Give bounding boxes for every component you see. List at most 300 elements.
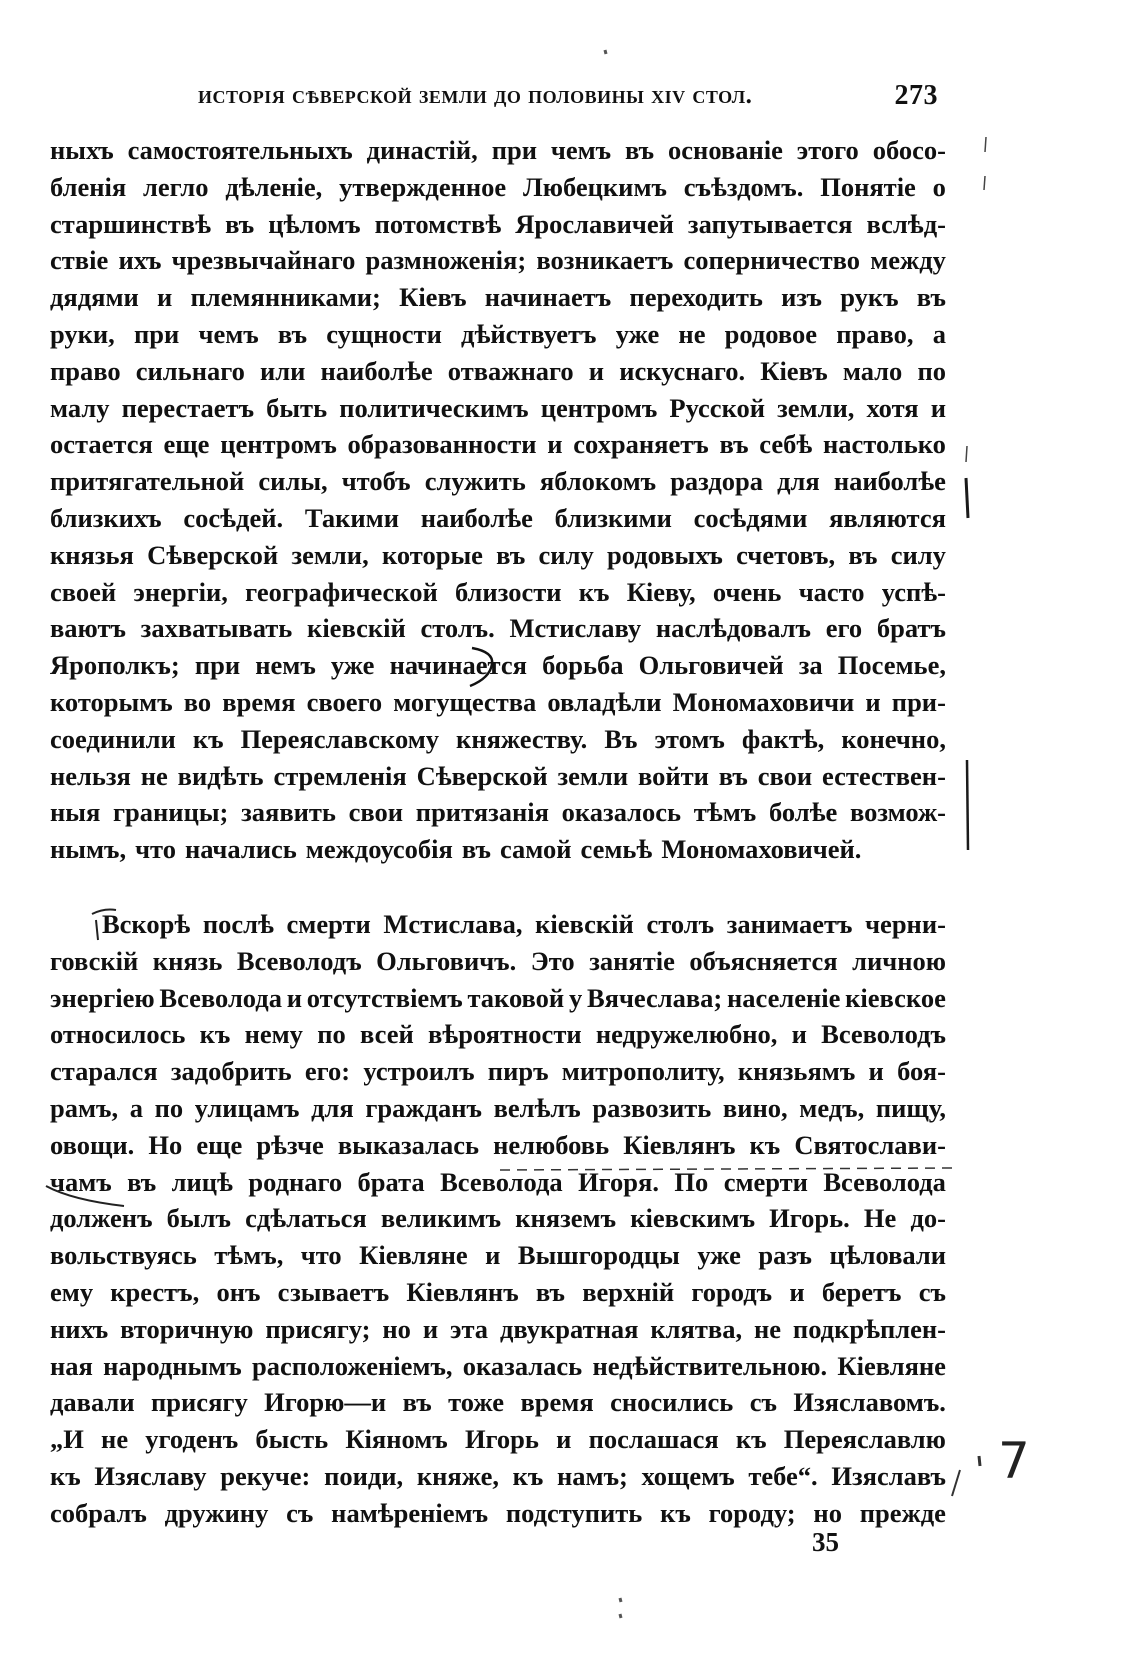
word: при bbox=[194, 650, 241, 681]
word: велѣлъ bbox=[493, 1092, 581, 1123]
word: начались bbox=[184, 834, 297, 865]
word: беретъ bbox=[821, 1276, 902, 1307]
word: Ярополкъ; bbox=[50, 650, 180, 681]
word: княземъ bbox=[515, 1203, 617, 1234]
word: роднаго bbox=[248, 1166, 343, 1197]
word: являются bbox=[829, 502, 946, 533]
word: черни- bbox=[865, 909, 946, 939]
word: потомствѣ bbox=[374, 208, 502, 239]
word: къ bbox=[50, 1460, 81, 1491]
word: вслѣд- bbox=[866, 208, 946, 239]
word: ваютъ bbox=[50, 613, 126, 644]
word: сосѣдей. bbox=[183, 502, 284, 533]
word: конечно, bbox=[841, 723, 946, 754]
word: родовое bbox=[724, 318, 818, 349]
word: съ bbox=[286, 1497, 314, 1528]
word: для bbox=[311, 1092, 354, 1123]
word: видѣть bbox=[177, 760, 264, 791]
word: и bbox=[789, 1276, 805, 1307]
word: отсутствіемъ bbox=[306, 982, 463, 1013]
word: и bbox=[547, 429, 563, 460]
word: Русской bbox=[669, 392, 766, 423]
word: старшинствѣ bbox=[50, 208, 211, 239]
word: при bbox=[491, 135, 537, 165]
text-line bbox=[50, 463, 946, 500]
word: къ bbox=[660, 1497, 691, 1528]
word: близости bbox=[454, 576, 562, 607]
word: князь bbox=[152, 945, 223, 976]
word: Всеволодъ bbox=[821, 1019, 946, 1050]
word: а bbox=[932, 318, 946, 349]
text-line bbox=[50, 390, 946, 427]
word: возникаетъ bbox=[536, 245, 674, 276]
word: Кіевляне bbox=[837, 1350, 946, 1381]
word: Посемье, bbox=[837, 650, 946, 681]
word: крестъ, bbox=[110, 1276, 200, 1307]
word: развозить bbox=[592, 1092, 712, 1123]
word: образованности bbox=[347, 429, 537, 460]
word: въ bbox=[496, 539, 526, 570]
word: сносились bbox=[610, 1387, 734, 1418]
word: служить bbox=[424, 466, 526, 497]
word: земли bbox=[557, 760, 629, 791]
word: вѣроятности bbox=[427, 1019, 582, 1050]
word: столъ. bbox=[420, 613, 495, 644]
word: центромъ bbox=[220, 429, 337, 460]
text-line bbox=[50, 758, 946, 795]
word: говскій bbox=[50, 945, 139, 976]
word: кіевскимъ bbox=[630, 1203, 756, 1234]
word: чемъ bbox=[550, 135, 612, 165]
word: рѣзче bbox=[256, 1129, 324, 1160]
word: притягательной bbox=[50, 466, 245, 497]
word: давали bbox=[50, 1387, 135, 1418]
word: Кіевлянъ bbox=[623, 1129, 736, 1160]
word: личною bbox=[852, 945, 946, 976]
word: и bbox=[157, 282, 173, 313]
word: съ bbox=[749, 1387, 777, 1418]
word: Кіевлянъ bbox=[406, 1276, 519, 1307]
word: Кіевъ bbox=[760, 355, 828, 386]
word: центромъ bbox=[540, 392, 658, 423]
word: къ bbox=[735, 1424, 767, 1455]
word: уже bbox=[330, 650, 375, 681]
word: къ bbox=[749, 1129, 781, 1160]
text-line bbox=[50, 794, 946, 831]
text-line bbox=[50, 1090, 946, 1127]
word: объясняется bbox=[689, 945, 838, 976]
word: искуснаго. bbox=[619, 355, 746, 386]
word: и bbox=[791, 1019, 807, 1050]
word: городъ bbox=[691, 1276, 773, 1307]
word: соперничество bbox=[683, 245, 861, 276]
word: вино, bbox=[722, 1092, 788, 1123]
word: недѣйствительною. bbox=[592, 1350, 828, 1381]
word: стремленія bbox=[273, 760, 407, 791]
signature-mark: 35 bbox=[812, 1527, 839, 1557]
word: и bbox=[868, 1056, 884, 1087]
word: митрополиту, bbox=[561, 1056, 725, 1087]
word: ихъ bbox=[118, 245, 162, 276]
word: свои bbox=[348, 797, 404, 828]
word: въ bbox=[718, 760, 748, 791]
word: тѣмъ bbox=[693, 797, 757, 828]
word: которые bbox=[381, 539, 483, 570]
word: легло bbox=[143, 171, 209, 202]
word: родовыхъ bbox=[606, 539, 723, 570]
word: земли, bbox=[777, 392, 855, 423]
word: соединили bbox=[50, 723, 176, 754]
margin-tick bbox=[952, 1470, 960, 1496]
margin-tick bbox=[984, 176, 985, 190]
word: князьямъ bbox=[737, 1056, 856, 1087]
word: между bbox=[870, 245, 946, 276]
word: право bbox=[50, 355, 121, 386]
word: часто bbox=[798, 576, 865, 607]
word: силу bbox=[538, 539, 594, 570]
word: нему bbox=[244, 1019, 303, 1050]
word: остается bbox=[50, 429, 153, 460]
running-header-title: исторія сѣверской земли до половины xiv стол. bbox=[198, 82, 753, 109]
word: его bbox=[825, 613, 863, 644]
word: границы; bbox=[113, 797, 229, 828]
word: верхній bbox=[582, 1276, 675, 1307]
word: своего bbox=[306, 686, 383, 717]
word: братъ bbox=[876, 613, 946, 644]
word: въ bbox=[461, 834, 491, 865]
word: и bbox=[485, 1240, 501, 1271]
word: еще bbox=[196, 1129, 243, 1160]
word: и bbox=[422, 1313, 439, 1344]
word: наиболѣе bbox=[833, 466, 946, 497]
text-line bbox=[50, 943, 946, 980]
word: къ bbox=[192, 723, 224, 754]
word: въ bbox=[225, 208, 255, 239]
word: По bbox=[674, 1166, 709, 1197]
word: въ bbox=[277, 318, 308, 349]
word: Не bbox=[863, 1203, 897, 1234]
word: размноженія; bbox=[365, 245, 527, 276]
word: при- bbox=[891, 686, 946, 717]
word: въ bbox=[848, 539, 878, 570]
word: Понятіе bbox=[820, 171, 916, 202]
word: или bbox=[259, 355, 306, 386]
word: князья bbox=[50, 539, 134, 570]
word: Кіевъ bbox=[399, 282, 467, 313]
word: его: bbox=[304, 1056, 351, 1087]
word: этого bbox=[796, 135, 859, 165]
word: и bbox=[588, 355, 605, 386]
word: племянниками; bbox=[190, 282, 381, 313]
word: энергіею bbox=[50, 982, 155, 1013]
word: сзываетъ bbox=[277, 1276, 390, 1307]
word: Вячеслава; bbox=[586, 982, 723, 1013]
margin-line bbox=[967, 760, 968, 850]
word: боя- bbox=[897, 1056, 946, 1087]
word: ная bbox=[50, 1350, 93, 1381]
word: наиболѣе bbox=[420, 502, 533, 533]
word: городу; bbox=[708, 1497, 796, 1528]
text-line-last bbox=[50, 831, 946, 868]
word: хощемъ bbox=[641, 1460, 735, 1491]
word: хотя bbox=[866, 392, 919, 423]
text-line bbox=[50, 316, 946, 353]
word: болѣе bbox=[768, 797, 838, 828]
word: близкими bbox=[554, 502, 672, 533]
word: вольствуясь bbox=[50, 1240, 197, 1271]
word: быть bbox=[266, 392, 328, 423]
word: Сѣверской bbox=[416, 760, 548, 791]
word: Святослави- bbox=[794, 1129, 946, 1160]
word: сохраняетъ bbox=[573, 429, 709, 460]
word: своей bbox=[50, 576, 117, 607]
word: онъ bbox=[216, 1276, 261, 1307]
word: великимъ bbox=[380, 1203, 502, 1234]
word: былъ bbox=[166, 1203, 231, 1234]
paragraph-1 bbox=[50, 132, 946, 868]
word: утвержденное bbox=[339, 171, 507, 202]
word: Это bbox=[530, 945, 575, 976]
word: но bbox=[382, 1313, 411, 1344]
word: сдѣлаться bbox=[245, 1203, 367, 1234]
word: естествен- bbox=[822, 760, 946, 791]
word: дядями bbox=[50, 282, 139, 313]
word: дружину bbox=[164, 1497, 269, 1528]
word: въ bbox=[535, 1276, 565, 1307]
word: при bbox=[134, 318, 180, 349]
word: нымъ, bbox=[50, 834, 127, 865]
word: не bbox=[753, 1313, 782, 1344]
word: и bbox=[930, 392, 946, 423]
word: намѣреніемъ bbox=[331, 1497, 489, 1528]
word: начинается bbox=[389, 650, 527, 681]
word: разъ bbox=[758, 1240, 812, 1271]
word: оказалась bbox=[462, 1350, 583, 1381]
word: энергіи, bbox=[133, 576, 228, 607]
word: двукратная bbox=[499, 1313, 639, 1344]
word: послашася bbox=[588, 1424, 719, 1455]
word: по bbox=[317, 1019, 346, 1050]
word: заявить bbox=[241, 797, 336, 828]
word: борьба bbox=[542, 650, 624, 681]
word: цѣловали bbox=[829, 1240, 946, 1271]
word: очень bbox=[712, 576, 782, 607]
word: тоже bbox=[448, 1387, 505, 1418]
word: подступить bbox=[505, 1497, 643, 1528]
text-line bbox=[50, 1421, 946, 1458]
word: сильнаго bbox=[135, 355, 245, 386]
word: Ольговичъ. bbox=[376, 945, 517, 976]
text-line bbox=[50, 1311, 946, 1348]
word: Сѣверской bbox=[147, 539, 279, 570]
word: смерти bbox=[723, 1166, 808, 1197]
word: не bbox=[140, 760, 168, 791]
page-number: 273 bbox=[894, 80, 938, 111]
word: ему bbox=[50, 1276, 94, 1307]
word: Игорь bbox=[464, 1424, 539, 1455]
word: въ bbox=[719, 429, 749, 460]
word: Игоря. bbox=[578, 1166, 659, 1197]
word: основаніе bbox=[668, 135, 783, 165]
word: по bbox=[154, 1092, 184, 1123]
word: старался bbox=[50, 1056, 158, 1087]
text-line bbox=[50, 1200, 946, 1237]
word: пиръ bbox=[487, 1056, 549, 1087]
word: а bbox=[129, 1092, 143, 1123]
word: время bbox=[222, 686, 296, 717]
word: за bbox=[798, 650, 823, 681]
word: Кіяномъ bbox=[345, 1424, 448, 1455]
word: Мономаховичей. bbox=[661, 834, 862, 865]
word: еще bbox=[163, 429, 210, 460]
word: занимаетъ bbox=[726, 909, 853, 939]
word: Въ bbox=[604, 723, 638, 754]
text-line bbox=[50, 1274, 946, 1311]
word: овладѣли bbox=[547, 686, 662, 717]
margin-tick bbox=[966, 446, 967, 462]
text-line bbox=[50, 1237, 946, 1274]
word: ствіе bbox=[50, 245, 109, 276]
word: чтобъ bbox=[341, 466, 411, 497]
word: поиди, bbox=[324, 1460, 404, 1491]
word: руки, bbox=[50, 318, 115, 349]
margin-tick bbox=[979, 1456, 980, 1466]
word: Переяславскому bbox=[240, 723, 440, 754]
word: въ bbox=[625, 135, 655, 165]
word: овощи. bbox=[50, 1129, 135, 1160]
word: переходить bbox=[629, 282, 763, 313]
margin-line bbox=[966, 478, 968, 518]
text-line bbox=[50, 206, 946, 243]
word: наслѣдовалъ bbox=[655, 613, 812, 644]
word: къ bbox=[578, 576, 610, 607]
text-line bbox=[50, 684, 946, 721]
word: Мстиславу bbox=[509, 613, 642, 644]
word: княжеству. bbox=[456, 723, 588, 754]
word: занятіе bbox=[589, 945, 675, 976]
word: княже, bbox=[416, 1460, 499, 1491]
text-line-first bbox=[50, 906, 946, 943]
word: чемъ bbox=[198, 318, 259, 349]
text-line bbox=[50, 353, 946, 390]
word: прежде bbox=[859, 1497, 946, 1528]
word: о bbox=[932, 171, 946, 202]
word: бленія bbox=[50, 171, 127, 202]
word: сосѣдями bbox=[693, 502, 808, 533]
word: Переяславлю bbox=[783, 1424, 946, 1455]
word: послѣ bbox=[202, 909, 274, 939]
word: самой bbox=[499, 834, 572, 865]
word: угоденъ bbox=[145, 1424, 239, 1455]
paragraph-2 bbox=[50, 906, 946, 1532]
word: къ bbox=[199, 1019, 231, 1050]
word: Изяславъ bbox=[831, 1460, 946, 1491]
word: запутывается bbox=[687, 208, 853, 239]
word: улицамъ bbox=[194, 1092, 300, 1123]
word: народнымъ bbox=[103, 1350, 242, 1381]
text-line bbox=[50, 647, 946, 684]
word: ныхъ bbox=[50, 135, 114, 165]
word: присягу bbox=[151, 1387, 248, 1418]
word: силы, bbox=[258, 466, 328, 497]
word: Вскорѣ bbox=[102, 909, 191, 939]
word: силу bbox=[890, 539, 946, 570]
word: для bbox=[777, 466, 820, 497]
word: Мстислава, bbox=[383, 909, 523, 939]
word: которымъ bbox=[50, 686, 173, 717]
text-line bbox=[50, 426, 946, 463]
word: сущности bbox=[326, 318, 442, 349]
word: и bbox=[865, 686, 881, 717]
word: выказалась bbox=[337, 1129, 480, 1160]
word: брата bbox=[357, 1166, 425, 1197]
text-line bbox=[50, 1384, 946, 1421]
word: тебе“. bbox=[748, 1460, 818, 1491]
word: относилось bbox=[50, 1019, 186, 1050]
word: медъ, bbox=[799, 1092, 865, 1123]
word: династій, bbox=[366, 135, 478, 165]
word: Всеволода bbox=[440, 1166, 563, 1197]
word: чрезвычайнаго bbox=[171, 245, 356, 276]
dot-mark bbox=[605, 50, 606, 54]
word: счетовъ, bbox=[736, 539, 836, 570]
text-line bbox=[50, 132, 946, 169]
word: устроилъ bbox=[363, 1056, 475, 1087]
word: съѣздомъ. bbox=[683, 171, 804, 202]
word: Такими bbox=[304, 502, 399, 533]
word: успѣ- bbox=[881, 576, 946, 607]
word: начинаетъ bbox=[484, 282, 612, 313]
word: оказалось bbox=[561, 797, 682, 828]
word: нелюбовь bbox=[493, 1129, 610, 1160]
word: Игорю—и bbox=[264, 1387, 387, 1418]
word: во bbox=[183, 686, 212, 717]
word: раздора bbox=[670, 466, 763, 497]
word: рукъ bbox=[840, 282, 899, 313]
word: въ bbox=[127, 1166, 157, 1197]
word: собралъ bbox=[50, 1497, 147, 1528]
word: Но bbox=[148, 1129, 183, 1160]
word: притязанія bbox=[415, 797, 549, 828]
word: обосо- bbox=[872, 135, 946, 165]
word: что bbox=[135, 834, 176, 865]
text-line bbox=[50, 1127, 946, 1164]
word: междоусобія bbox=[305, 834, 453, 865]
word: рамъ, bbox=[50, 1092, 119, 1123]
text-line bbox=[50, 1348, 946, 1385]
text-line bbox=[50, 169, 946, 206]
word: въ bbox=[916, 282, 946, 313]
text-line bbox=[50, 279, 946, 316]
word: нихъ bbox=[50, 1313, 109, 1344]
word: могущества bbox=[393, 686, 537, 717]
text-line bbox=[50, 500, 946, 537]
word: Кіевляне bbox=[359, 1240, 468, 1271]
word: цѣломъ bbox=[268, 208, 361, 239]
text-line bbox=[50, 242, 946, 279]
word: по bbox=[917, 355, 946, 386]
dot-mark bbox=[620, 1598, 621, 1618]
word: Всеволода bbox=[823, 1166, 946, 1197]
word: кіевскій bbox=[535, 909, 634, 939]
word: захватывать bbox=[140, 613, 293, 644]
word: долженъ bbox=[50, 1203, 153, 1234]
word: настолько bbox=[823, 429, 946, 460]
word: эта bbox=[450, 1313, 489, 1344]
word: близкихъ bbox=[50, 502, 162, 533]
text-line bbox=[50, 980, 946, 1017]
word: Игорь. bbox=[769, 1203, 850, 1234]
